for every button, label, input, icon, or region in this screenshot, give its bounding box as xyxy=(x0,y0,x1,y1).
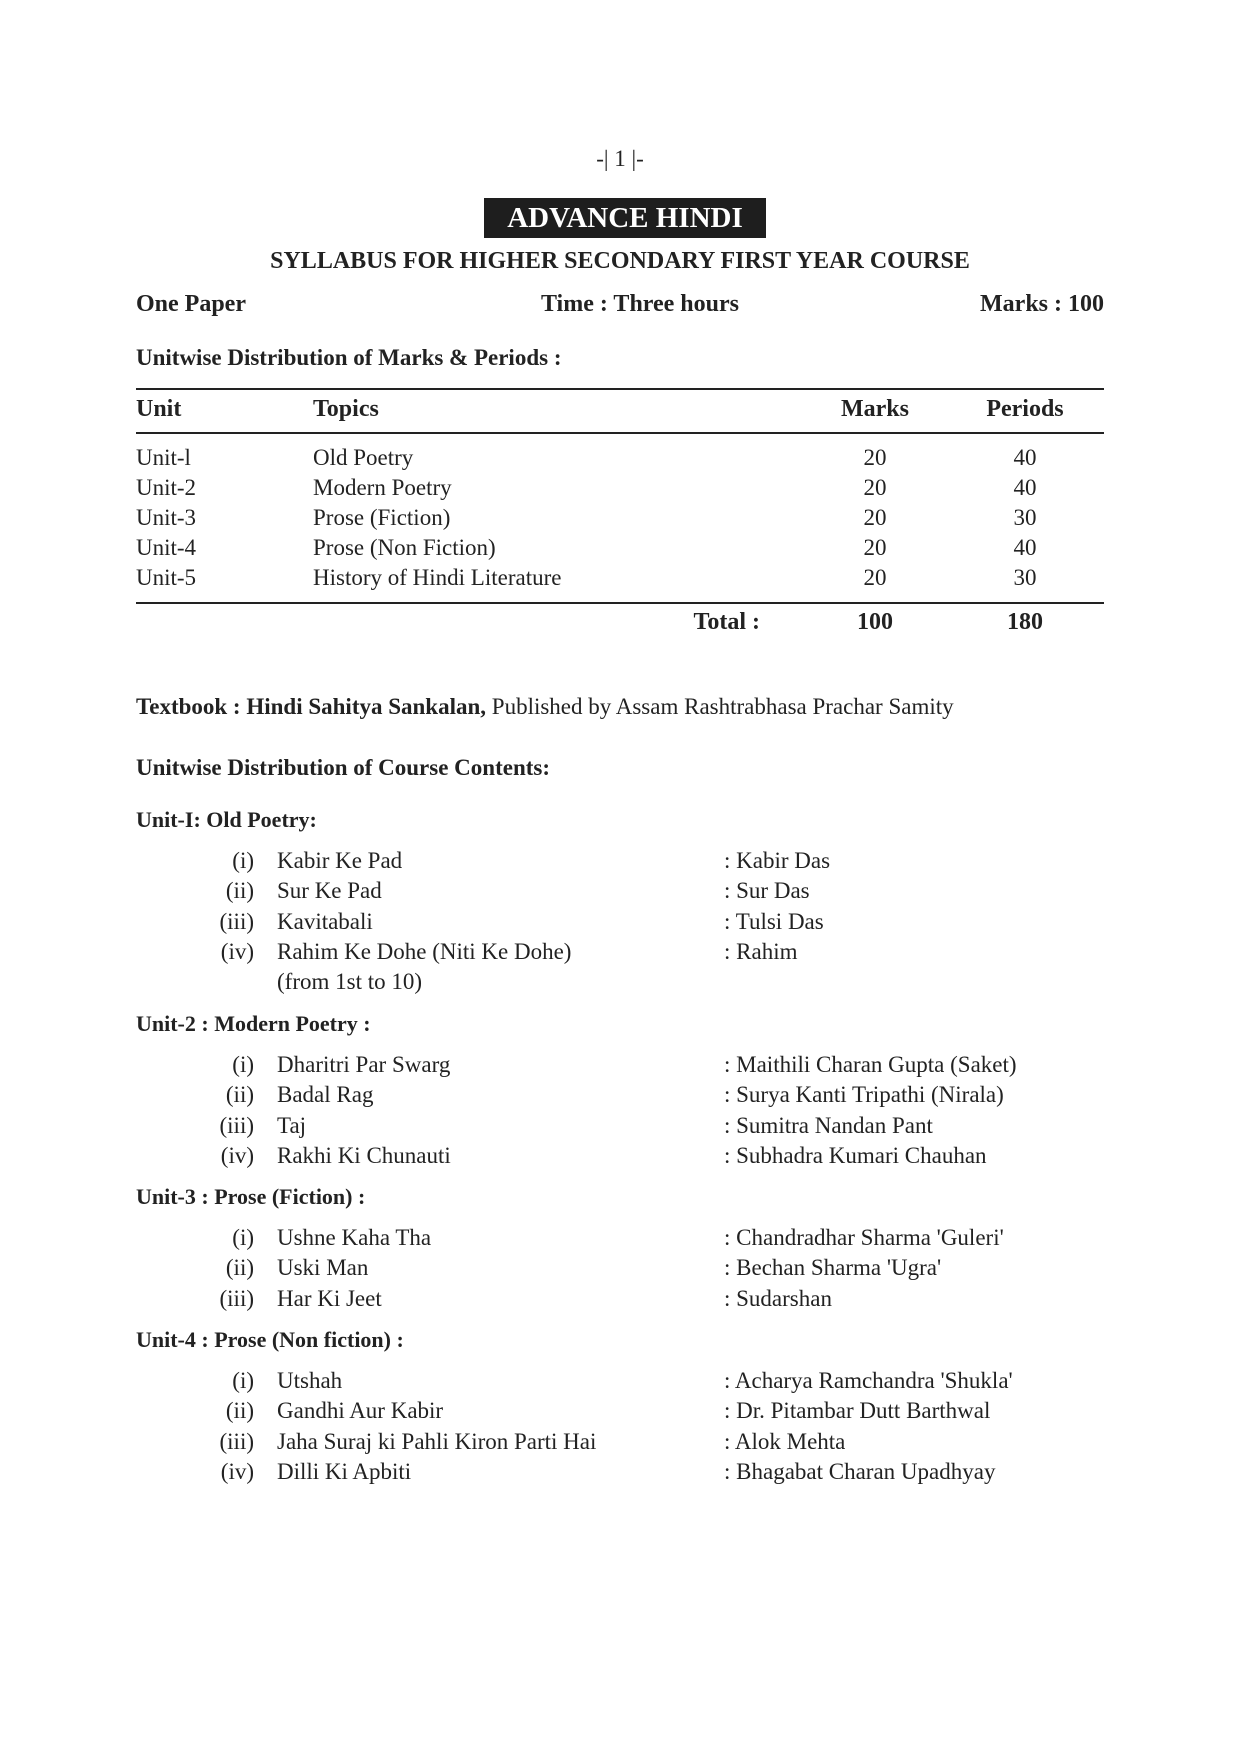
textbook-label: Textbook : Hindi Sahitya Sankalan, xyxy=(136,694,487,719)
item-number: (i) xyxy=(232,1052,254,1077)
item-author: : Chandradhar Sharma 'Guleri' xyxy=(724,1225,1004,1250)
item-number: (iv) xyxy=(220,938,254,964)
table-cell-unit: Unit-3 xyxy=(136,505,197,530)
item-number: (i) xyxy=(232,1225,254,1250)
item-author: : Surya Kanti Tripathi (Nirala) xyxy=(724,1082,1004,1108)
paper-count: One Paper xyxy=(136,291,246,317)
table-cell-marks: 20 xyxy=(863,565,887,590)
item-title: Jaha Suraj ki Pahli Kiron Parti Hai xyxy=(277,1428,597,1454)
textbook-line xyxy=(136,694,954,720)
table-cell-topic: Prose (Fiction) xyxy=(313,505,451,530)
unit-heading: Unit-I: Old Poetry: xyxy=(136,807,317,832)
syllabus-subtitle: SYLLABUS FOR HIGHER SECONDARY FIRST YEAR COURSE xyxy=(270,248,970,274)
table-cell-periods: 40 xyxy=(1013,475,1037,500)
total-label: Total : xyxy=(693,609,760,635)
item-title: Har Ki Jeet xyxy=(277,1285,382,1311)
table-cell-topic: Modern Poetry xyxy=(313,475,452,500)
item-title: Kavitabali xyxy=(277,908,373,934)
page-title: ADVANCE HINDI xyxy=(484,198,766,238)
item-author: : Sumitra Nandan Pant xyxy=(724,1112,933,1138)
item-number: (iii) xyxy=(219,1428,254,1454)
table-cell-periods: 40 xyxy=(1013,445,1037,470)
total-marks: Marks : 100 xyxy=(980,291,1104,317)
table-cell-marks: 20 xyxy=(863,505,887,530)
table-header-rule xyxy=(136,432,1104,434)
item-number: (ii) xyxy=(225,1398,254,1424)
item-number: (iii) xyxy=(219,1285,254,1311)
contents-heading: Unitwise Distribution of Course Contents: xyxy=(136,755,550,780)
table-cell-unit: Unit-l xyxy=(136,445,191,470)
item-title: Dilli Ki Apbiti xyxy=(277,1458,412,1484)
item-author: : Subhadra Kumari Chauhan xyxy=(724,1142,987,1168)
table-cell-unit: Unit-2 xyxy=(136,475,197,500)
table-cell-unit: Unit-4 xyxy=(136,535,197,560)
item-author: : Rahim xyxy=(724,938,798,964)
table-cell-periods: 40 xyxy=(1013,535,1037,560)
item-title: Taj xyxy=(277,1112,307,1138)
unit-heading: Unit-2 : Modern Poetry : xyxy=(136,1011,371,1036)
item-title: Rakhi Ki Chunauti xyxy=(277,1142,451,1168)
item-author: : Acharya Ramchandra 'Shukla' xyxy=(724,1368,1013,1393)
col-header-topics: Topics xyxy=(313,396,379,422)
item-number: (i) xyxy=(232,1368,254,1393)
item-author: : Tulsi Das xyxy=(724,908,824,934)
item-number: (iv) xyxy=(220,1142,254,1168)
item-number: (iii) xyxy=(219,1112,254,1138)
col-header-marks: Marks xyxy=(841,396,909,422)
distribution-heading: Unitwise Distribution of Marks & Periods : xyxy=(136,345,562,370)
page-number: -| 1 |- xyxy=(596,146,644,171)
table-cell-marks: 20 xyxy=(863,475,887,500)
item-number: (ii) xyxy=(225,1255,254,1281)
table-cell-periods: 30 xyxy=(1013,505,1037,530)
unit-heading: Unit-4 : Prose (Non fiction) : xyxy=(136,1327,404,1352)
exam-time: Time : Three hours xyxy=(540,291,739,317)
table-cell-topic: History of Hindi Literature xyxy=(313,565,562,590)
item-title: Ushne Kaha Tha xyxy=(277,1225,432,1250)
item-number: (i) xyxy=(232,848,254,873)
item-title: Kabir Ke Pad xyxy=(277,848,403,873)
item-title: Gandhi Aur Kabir xyxy=(277,1398,444,1424)
item-title: Rahim Ke Dohe (Niti Ke Dohe) xyxy=(277,938,572,964)
table-cell-marks: 20 xyxy=(863,445,887,470)
item-title: Utshah xyxy=(277,1368,343,1393)
item-author: : Bechan Sharma 'Ugra' xyxy=(724,1255,942,1281)
table-cell-periods: 30 xyxy=(1013,565,1037,590)
col-header-unit: Unit xyxy=(136,396,182,422)
item-number: (iv) xyxy=(220,1458,254,1484)
item-author: : Alok Mehta xyxy=(724,1428,846,1454)
item-title: Badal Rag xyxy=(277,1082,374,1108)
table-top-rule xyxy=(136,388,1104,390)
item-author: : Bhagabat Charan Upadhyay xyxy=(724,1458,996,1484)
item-author: : Dr. Pitambar Dutt Barthwal xyxy=(724,1398,991,1424)
item-title-continuation: (from 1st to 10) xyxy=(277,969,423,995)
textbook-publisher: Published by Assam Rashtrabhasa Prachar Samity xyxy=(486,694,954,719)
total-marks-value: 100 xyxy=(857,609,893,635)
table-cell-marks: 20 xyxy=(863,535,887,560)
item-title: Uski Man xyxy=(277,1255,369,1281)
item-title: Sur Ke Pad xyxy=(277,878,382,904)
item-number: (ii) xyxy=(225,878,254,904)
col-header-periods: Periods xyxy=(986,396,1064,422)
total-periods-value: 180 xyxy=(1007,609,1043,635)
item-author: : Sur Das xyxy=(724,878,810,904)
table-total-rule xyxy=(136,602,1104,604)
item-title: Dharitri Par Swarg xyxy=(277,1052,451,1077)
table-cell-topic: Old Poetry xyxy=(313,445,414,470)
unit-heading: Unit-3 : Prose (Fiction) : xyxy=(136,1184,366,1209)
item-number: (iii) xyxy=(219,908,254,934)
table-cell-unit: Unit-5 xyxy=(136,565,197,590)
table-cell-topic: Prose (Non Fiction) xyxy=(313,535,496,560)
item-author: : Sudarshan xyxy=(724,1285,832,1311)
item-author: : Maithili Charan Gupta (Saket) xyxy=(724,1052,1017,1077)
item-author: : Kabir Das xyxy=(724,848,831,873)
item-number: (ii) xyxy=(225,1082,254,1108)
